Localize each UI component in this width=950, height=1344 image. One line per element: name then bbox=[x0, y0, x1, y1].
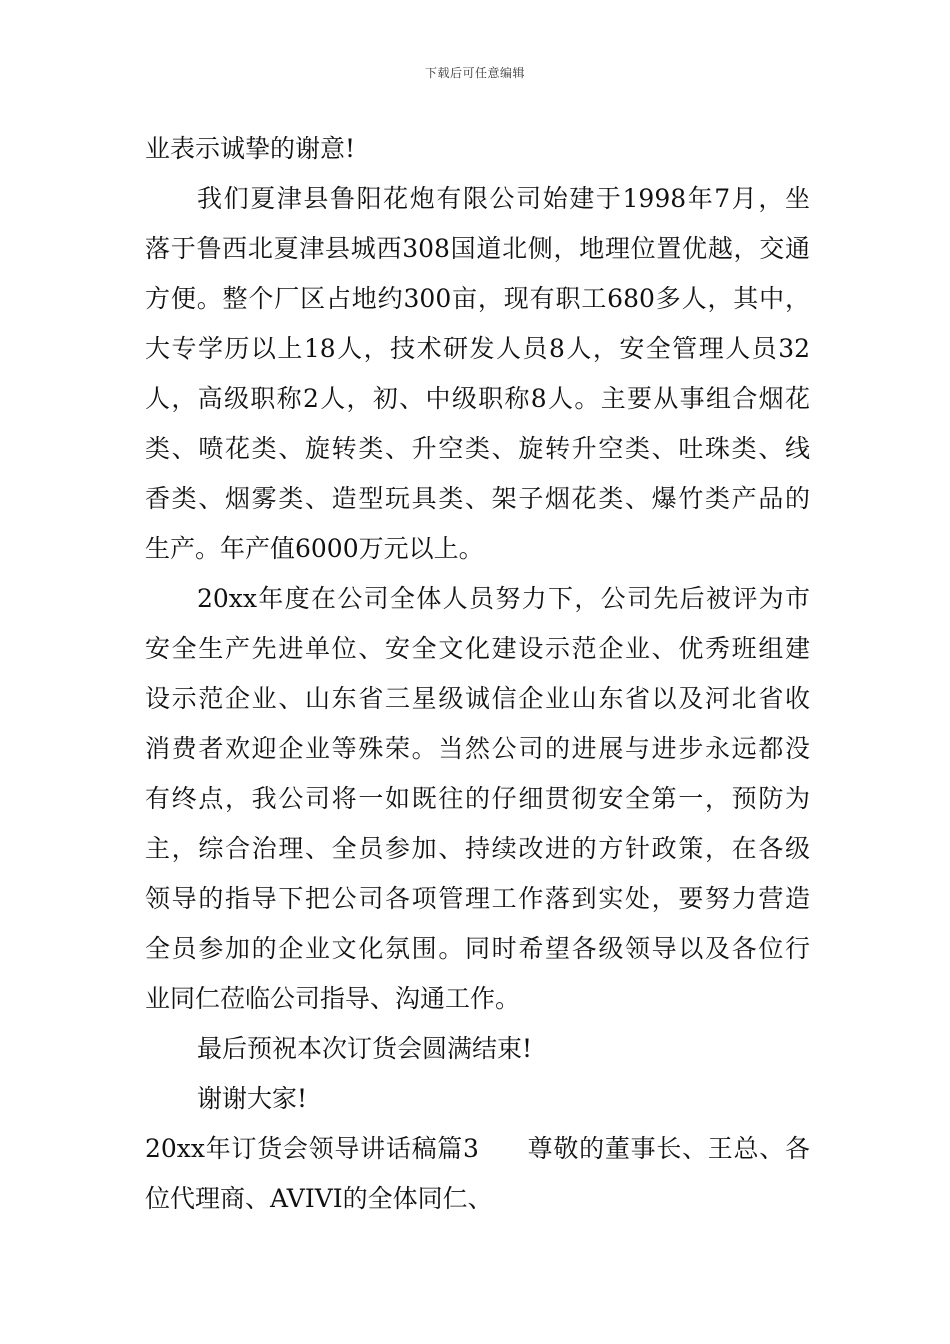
salutation-start: 尊敬的董事长、王总、各 bbox=[526, 1134, 810, 1163]
text-line: 设示范企业、山东省三星级诚信企业山东省以及河北省收 bbox=[145, 684, 810, 713]
text-line: 20xx年度在公司全体人员努力下，公司先后被评为市 bbox=[197, 584, 810, 613]
text-line: 我们夏津县鲁阳花炮有限公司始建于1998年7月，坐 bbox=[197, 184, 810, 213]
text-line: 有终点，我公司将一如既往的仔细贯彻安全第一，预防为 bbox=[145, 784, 810, 813]
text-line: 位代理商、AVIVI的全体同仁、 bbox=[145, 1184, 493, 1213]
text-line: 主，综合治理、全员参加、持续改进的方针政策，在各级 bbox=[145, 834, 810, 863]
text-line: 类、喷花类、旋转类、升空类、旋转升空类、吐珠类、线 bbox=[145, 434, 810, 463]
text-line: 全员参加的企业文化氛围。同时希望各级领导以及各位行 bbox=[145, 934, 810, 963]
section-title: 20xx年订货会领导讲话稿篇3 bbox=[145, 1134, 479, 1163]
heading-line bbox=[145, 1124, 810, 1174]
text-line: 人，高级职称2人，初、中级职称8人。主要从事组合烟花 bbox=[145, 384, 810, 413]
text-line: 生产。年产值6000万元以上。 bbox=[145, 534, 484, 563]
document-body bbox=[145, 124, 810, 1224]
text-line: 香类、烟雾类、造型玩具类、架子烟花类、爆竹类产品的 bbox=[145, 484, 810, 513]
text-line: 消费者欢迎企业等殊荣。当然公司的进展与进步永远都没 bbox=[145, 734, 810, 763]
page-header: 下载后可任意编辑 bbox=[424, 66, 525, 80]
text-line: 安全生产先进单位、安全文化建设示范企业、优秀班组建 bbox=[145, 634, 810, 663]
text-line: 大专学历以上18人，技术研发人员8人，安全管理人员32 bbox=[145, 334, 810, 363]
text-line: 业表示诚挚的谢意! bbox=[145, 134, 356, 163]
text-line: 方便。整个厂区占地约300亩，现有职工680多人，其中， bbox=[145, 284, 810, 313]
text-line: 业同仁莅临公司指导、沟通工作。 bbox=[145, 984, 521, 1013]
text-line: 最后预祝本次订货会圆满结束! bbox=[197, 1034, 533, 1063]
text-line: 谢谢大家! bbox=[197, 1084, 308, 1113]
text-line: 落于鲁西北夏津县城西308国道北侧，地理位置优越，交通 bbox=[145, 234, 810, 263]
text-line: 领导的指导下把公司各项管理工作落到实处，要努力营造 bbox=[145, 884, 810, 913]
